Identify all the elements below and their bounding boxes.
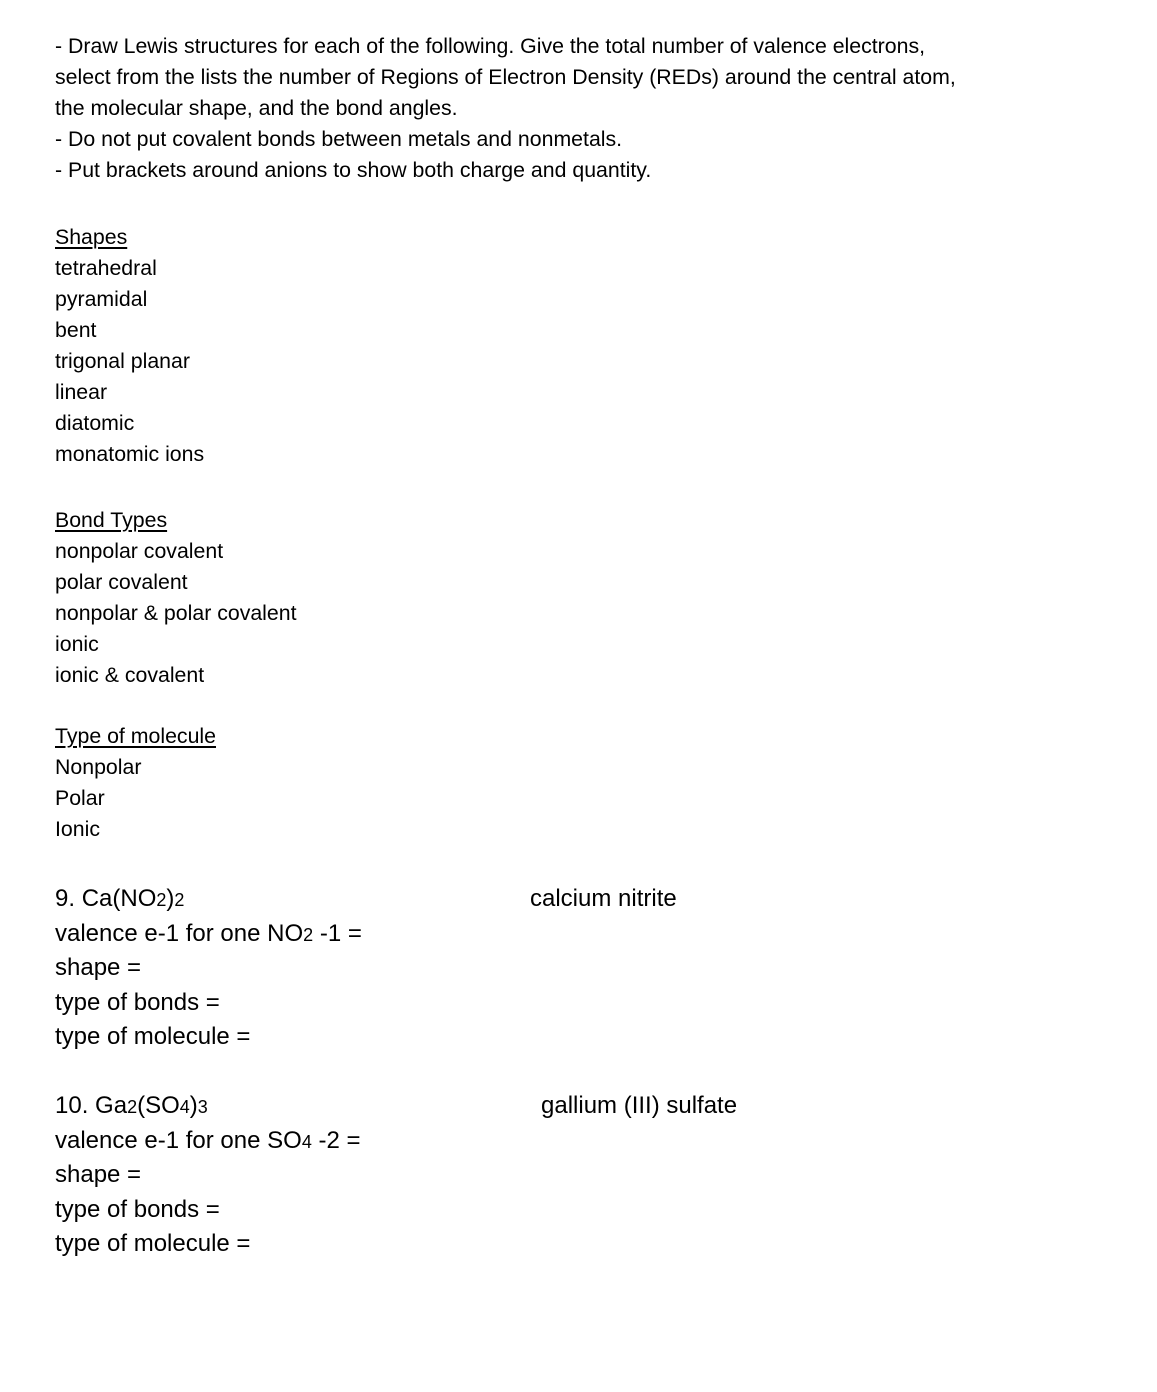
bonds-line: type of bonds = [55, 1195, 220, 1223]
molecule-type-item: Ionic [55, 817, 100, 841]
instructions [55, 31, 1135, 186]
shapes-heading: Shapes [55, 225, 128, 249]
valence-line: valence e-1 for one SO4 -2 = [55, 1126, 361, 1154]
bond-types-heading: Bond Types [55, 508, 168, 532]
instruction-line: the molecular shape, and the bond angles. [55, 96, 458, 120]
shape-item: pyramidal [55, 287, 148, 311]
problem-formula: 9. Ca(NO2)2 [55, 885, 185, 912]
shape-item: diatomic [55, 411, 135, 435]
shape-item: trigonal planar [55, 349, 190, 373]
molecule-types-heading: Type of molecule [55, 724, 216, 748]
shapes-list [55, 222, 204, 470]
bond-type-item: ionic & covalent [55, 663, 205, 687]
bond-type-item: ionic [55, 632, 99, 656]
instruction-line: - Do not put covalent bonds between metals and nonmetals. [55, 127, 623, 151]
shape-item: linear [55, 380, 108, 404]
molecule-type-item: Nonpolar [55, 755, 142, 779]
molecule-types-list [55, 721, 216, 845]
problem-9 [55, 882, 1055, 1055]
bond-type-item: nonpolar covalent [55, 539, 224, 563]
shape-item: bent [55, 318, 97, 342]
molecule-type-item: Polar [55, 786, 105, 810]
instruction-line: select from the lists the number of Regions of Electron Density (REDs) around the central atom, [55, 65, 956, 89]
valence-line: valence e-1 for one NO2 -1 = [55, 919, 362, 947]
compound-name: gallium (III) sulfate [541, 1092, 738, 1119]
shape-item: tetrahedral [55, 256, 157, 280]
bond-type-item: polar covalent [55, 570, 188, 594]
bonds-line: type of bonds = [55, 988, 220, 1016]
instruction-line: - Draw Lewis structures for each of the following. Give the total number of valence electrons, [55, 34, 926, 58]
shape-line: shape = [55, 1161, 142, 1188]
bond-type-item: nonpolar & polar covalent [55, 601, 297, 625]
problem-10 [55, 1089, 1055, 1262]
instruction-line: - Put brackets around anions to show both charge and quantity. [55, 158, 652, 182]
molecule-line: type of molecule = [55, 1023, 251, 1050]
molecule-line: type of molecule = [55, 1230, 251, 1257]
bond-types-list [55, 505, 297, 691]
problem-title-row [55, 882, 1055, 917]
problem-formula: 10. Ga2(SO4)3 [55, 1092, 208, 1119]
problem-title-row [55, 1089, 1055, 1124]
shape-item: monatomic ions [55, 442, 205, 466]
compound-name: calcium nitrite [530, 885, 677, 912]
shape-line: shape = [55, 954, 142, 981]
